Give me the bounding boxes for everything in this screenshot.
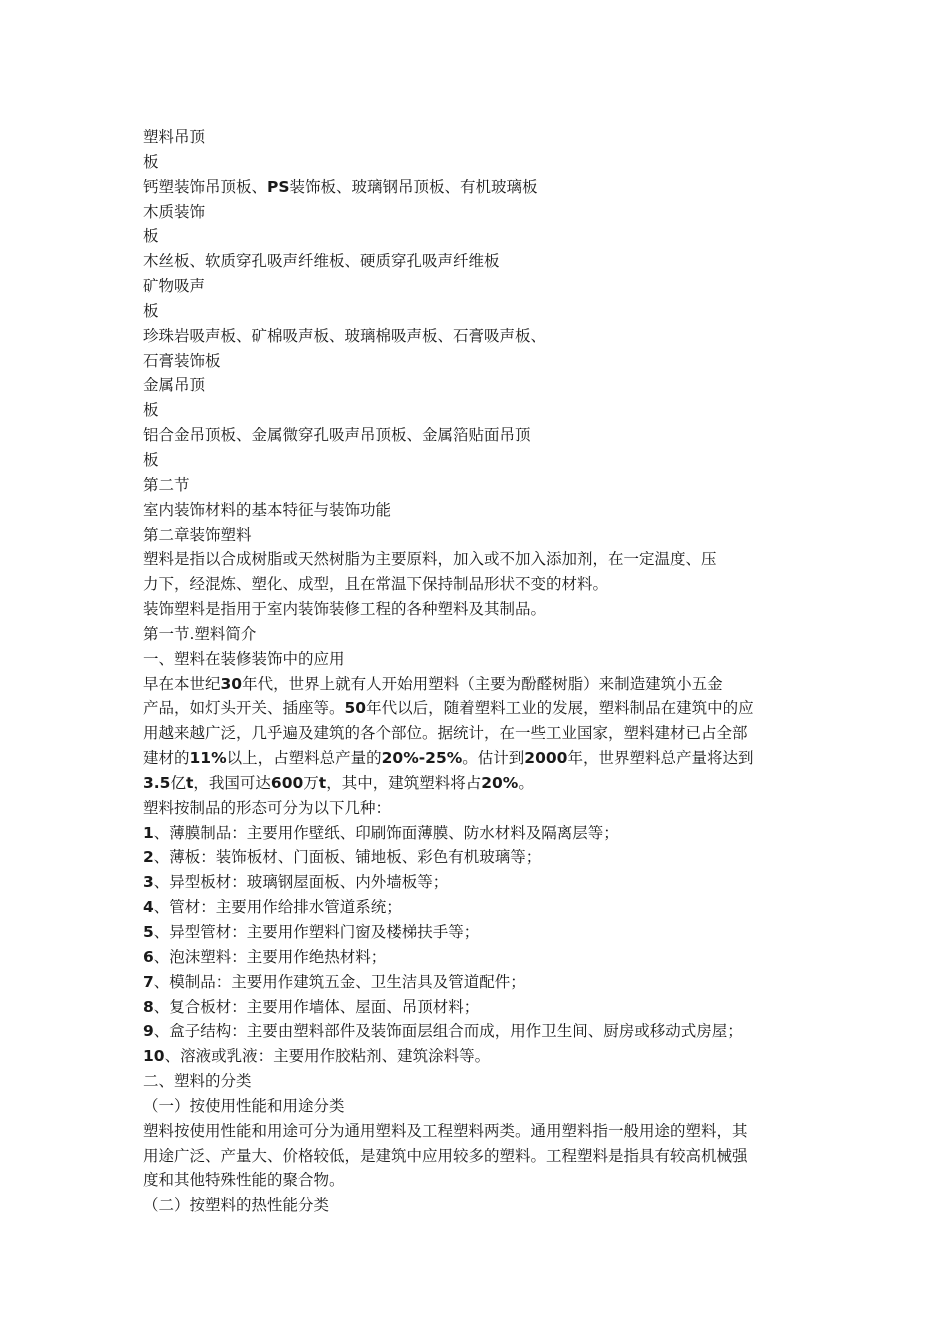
subsection-title: 第一节.塑料简介 [143, 624, 257, 643]
form-number: 4 [143, 898, 154, 917]
category-items: 木丝板、软质穿孔吸声纤维板、硬质穿孔吸声纤维板 [143, 252, 500, 271]
form-text: 、薄膜制品：主要用作壁纸、印刷饰面薄膜、防水材料及隔离层等； [153, 823, 619, 842]
form-item [143, 995, 823, 1020]
class-body-line: 塑料按使用性能和用途可分为通用塑料及工程塑料两类。通用塑料指一般用途的塑料，其 [143, 1121, 748, 1140]
history-line: 3.5亿t，我国可达600万t，其中，建筑塑料将占20%。 [143, 773, 534, 792]
form-number: 6 [143, 947, 154, 966]
form-text: 、复合板材：主要用作墙体、屋面、吊顶材料； [153, 997, 480, 1016]
chapter-title: 第二章装饰塑料 [143, 525, 252, 544]
form-number: 5 [143, 923, 154, 941]
form-text: 、盒子结构：主要由塑料部件及装饰面层组合而成，用作卫生间、厨房或移动式房屋； [153, 1022, 743, 1041]
decorative-definition: 装饰塑料是指用于室内装饰装修工程的各种塑料及其制品。 [143, 600, 547, 619]
form-number: 7 [143, 972, 154, 991]
form-number: 1 [143, 823, 154, 842]
board-row-plastic [143, 125, 823, 200]
history-line: 早在本世纪30年代，世界上就有人开始用塑料（主要为酚醛树脂）来制造建筑小五金 [143, 674, 723, 693]
category-items: 石膏装饰板 [143, 351, 221, 370]
form-text: 、异型板材：玻璃钢屋面板、内外墙板等； [153, 873, 449, 892]
form-item [143, 920, 823, 945]
definition-line: 塑料是指以合成树脂或天然树脂为主要原料，加入或不加入添加剂，在一定温度、压 [143, 550, 717, 569]
form-text: 、泡沫塑料：主要用作绝热材料； [153, 947, 387, 966]
history-line: 产品，如灯头开关、插座等。50年代以后，随着塑料工业的发展，塑料制品在建筑中的应 [143, 699, 754, 718]
board-row-wood [143, 200, 823, 275]
class-body-line: 度和其他特殊性能的聚合物。 [143, 1171, 345, 1190]
form-number: 10 [143, 1047, 165, 1066]
document-page [143, 125, 823, 1218]
form-text: 、模制品：主要用作建筑五金、卫生洁具及管道配件； [153, 972, 526, 991]
category-label: 塑料吊顶 [143, 128, 206, 146]
category-label: 板 [143, 401, 159, 420]
category-label: 木质装饰 [143, 202, 206, 221]
form-item [143, 1044, 823, 1069]
form-item [143, 945, 823, 970]
board-row-mineral [143, 274, 823, 373]
form-item [143, 821, 823, 846]
heading-application: 一、塑料在装修装饰中的应用 [143, 649, 345, 668]
history-line: 建材的11%以上，占塑料总产量的20%-25%。估计到2000年，世界塑料总产量将达到 [143, 749, 754, 768]
form-text: 、管材：主要用作给排水管道系统； [153, 898, 402, 917]
section-subtitle: 室内装饰材料的基本特征与装饰功能 [143, 500, 392, 519]
category-items: 珍珠岩吸声板、矿棉吸声板、玻璃棉吸声板、石膏吸声板、 [143, 326, 547, 345]
board-row-metal [143, 373, 823, 472]
form-number: 2 [143, 848, 154, 867]
forms-intro: 塑料按制品的形态可分为以下几种： [143, 798, 392, 817]
category-items: 钙塑装饰吊顶板、PS装饰板、玻璃钢吊顶板、有机玻璃板 [143, 177, 538, 196]
form-text: 、薄板：装饰板材、门面板、铺地板、彩色有机玻璃等； [153, 848, 542, 867]
form-number: 9 [143, 1022, 154, 1041]
category-label: 板 [143, 227, 159, 246]
category-items: 板 [143, 450, 159, 469]
form-number: 8 [143, 997, 154, 1016]
category-label: 矿物吸声 [143, 277, 206, 296]
class-title: （二）按塑料的热性能分类 [143, 1196, 330, 1215]
class-title: （一）按使用性能和用途分类 [143, 1096, 345, 1115]
form-number: 3 [143, 873, 154, 892]
heading-classification: 二、塑料的分类 [143, 1072, 252, 1091]
section-title: 第二节 [143, 475, 190, 494]
form-text: 、异型管材：主要用作塑料门窗及楼梯扶手等； [153, 923, 480, 941]
category-items: 铝合金吊顶板、金属微穿孔吸声吊顶板、金属箔贴面吊顶 [143, 426, 531, 445]
class-body-line: 用途广泛、产量大、价格较低，是建筑中应用较多的塑料。工程塑料是指具有较高机械强 [143, 1146, 748, 1165]
history-line: 用越来越广泛，几乎遍及建筑的各个部位。据统计，在一些工业国家，塑料建材已占全部 [143, 724, 748, 743]
category-label: 金属吊顶 [143, 376, 206, 395]
form-item [143, 895, 823, 920]
category-label: 板 [143, 152, 159, 171]
form-item [143, 970, 823, 995]
form-item [143, 845, 823, 870]
form-item [143, 870, 823, 895]
form-text: 、溶液或乳液：主要用作胶粘剂、建筑涂料等。 [164, 1047, 491, 1066]
form-item [143, 1019, 823, 1044]
definition-line: 力下，经混炼、塑化、成型，且在常温下保持制品形状不变的材料。 [143, 575, 609, 594]
category-label: 板 [143, 301, 159, 320]
